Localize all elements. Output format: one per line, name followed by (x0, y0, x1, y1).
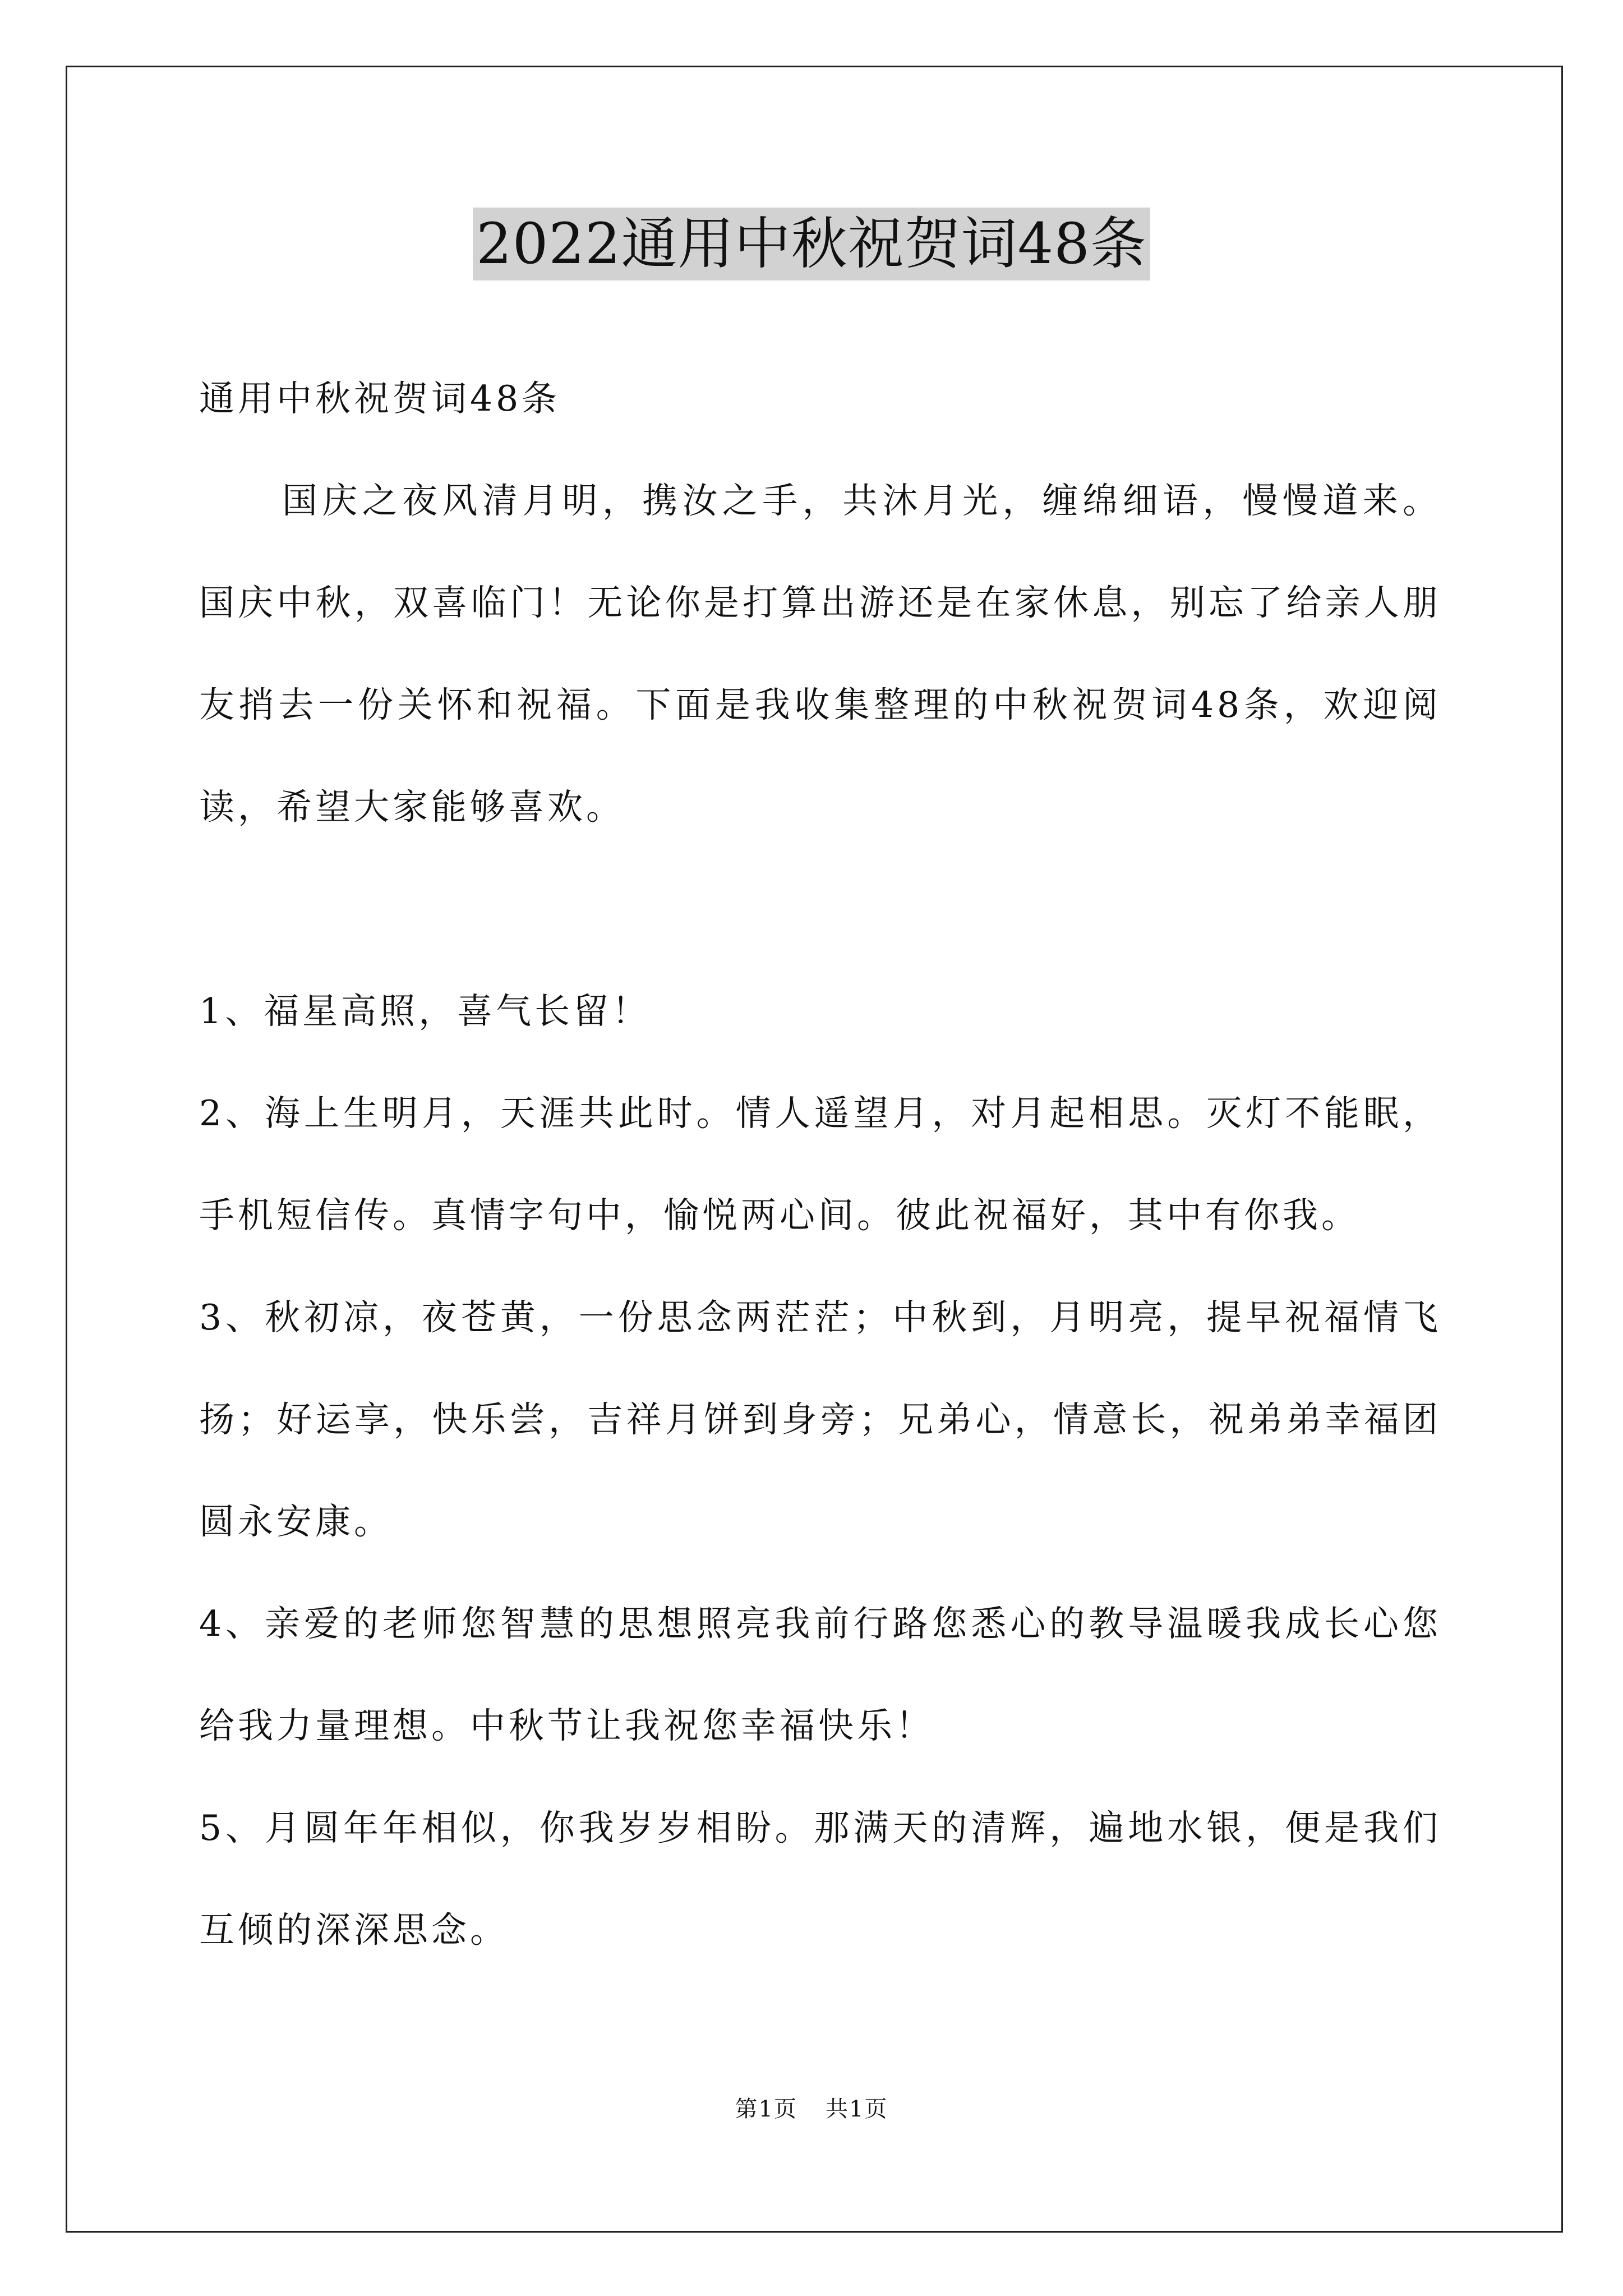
greeting-item-4: 4、亲爱的老师您智慧的思想照亮我前行路您悉心的教导温暖我成长心您给我力量理想。中秋节让我祝您幸福快乐！ (199, 1603, 1441, 1746)
page-number-current: 第1页 (735, 2096, 797, 2122)
document-body (199, 348, 1441, 1981)
document-subtitle: 通用中秋祝贺词48条 (199, 378, 561, 419)
title-container (0, 208, 1623, 280)
greeting-item-1: 1、福星高照，喜气长留！ (199, 991, 651, 1032)
greeting-item-5: 5、月圆年年相似，你我岁岁相盼。那满天的清辉，遍地水银，便是我们互倾的深深思念。 (199, 1807, 1441, 1950)
paragraph-spacer (199, 858, 1441, 960)
page-footer (0, 2092, 1623, 2126)
page-number-total: 共1页 (826, 2096, 888, 2122)
greeting-item-2: 2、海上生明月，天涯共此时。情人遥望月，对月起相思。灭灯不能眠，手机短信传。真情字句中，愉悦两心间。彼此祝福好，其中有你我。 (199, 1093, 1441, 1236)
intro-paragraph: 国庆之夜风清月明，携汝之手，共沐月光，缠绵细语，慢慢道来。国庆中秋，双喜临门！无论你是打算出游还是在家休息，别忘了给亲人朋友捎去一份关怀和祝福。下面是我收集整理的中秋祝贺词48条，欢迎阅读，希望大家能够喜欢。 (199, 480, 1441, 827)
greeting-item-3: 3、秋初凉，夜苍黄，一份思念两茫茫；中秋到，月明亮，提早祝福情飞扬；好运享，快乐尝，吉祥月饼到身旁；兄弟心，情意长，祝弟弟幸福团圆永安康。 (199, 1297, 1441, 1542)
document-title: 2022通用中秋祝贺词48条 (473, 208, 1150, 280)
